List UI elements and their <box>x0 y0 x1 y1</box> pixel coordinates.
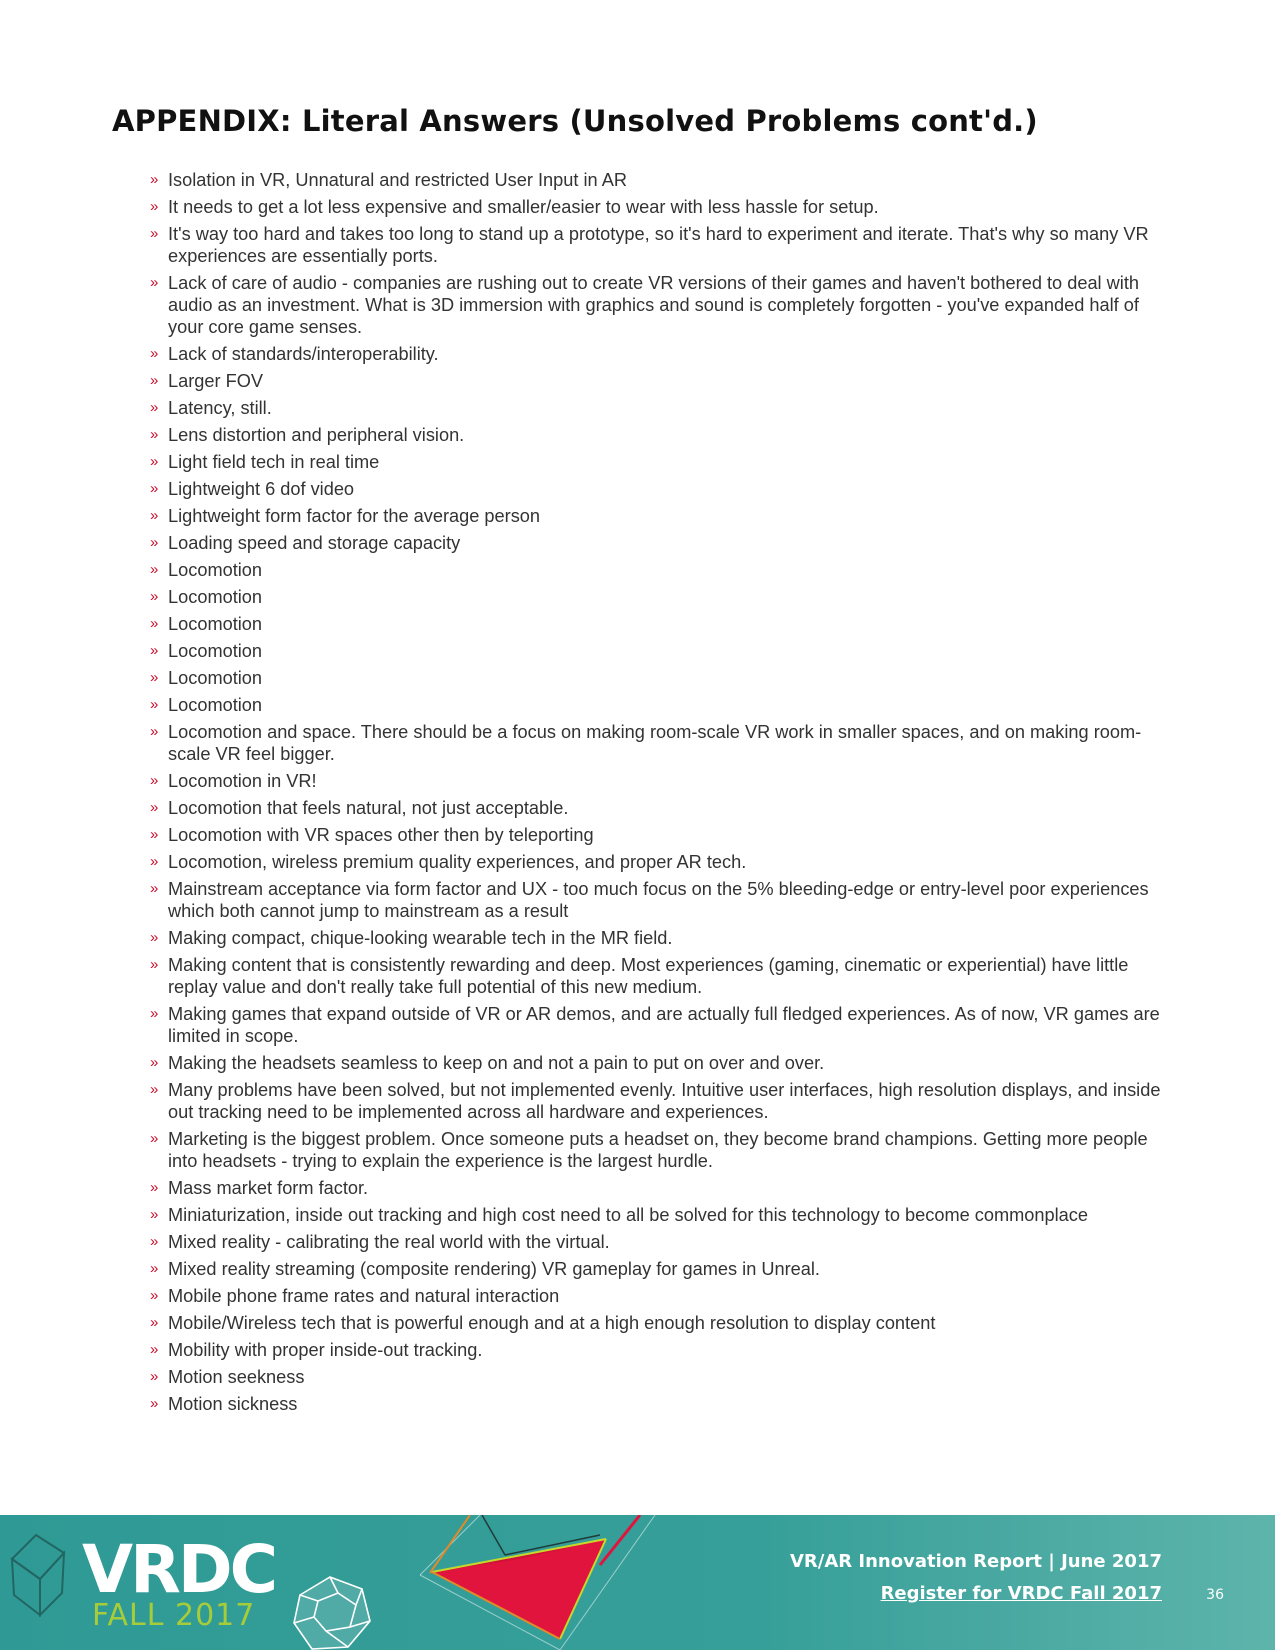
answer-item <box>150 1052 1170 1074</box>
answer-item <box>150 451 1170 473</box>
bullet-icon: » <box>150 274 159 291</box>
answer-item <box>150 721 1170 765</box>
answer-text: Light field tech in real time <box>168 452 380 472</box>
answer-text: Lightweight form factor for the average person <box>168 506 541 526</box>
answer-text: Locomotion <box>168 695 263 715</box>
answer-text: Making games that expand outside of VR or AR demos, and are actually full fledged experiences. As of now, VR games are limited in scope. <box>168 1004 1160 1046</box>
bullet-icon: » <box>150 561 159 578</box>
answer-item <box>150 1366 1170 1388</box>
answer-item <box>150 1204 1170 1226</box>
bullet-icon: » <box>150 1054 159 1071</box>
page-title: APPENDIX: Literal Answers (Unsolved Problems cont'd.) <box>112 104 1038 138</box>
bullet-icon: » <box>150 1395 159 1412</box>
bullet-icon: » <box>150 696 159 713</box>
answer-item <box>150 1339 1170 1361</box>
answer-text: Mobile/Wireless tech that is powerful enough and at a high enough resolution to display content <box>168 1313 936 1333</box>
answer-text: Lightweight 6 dof video <box>168 479 355 499</box>
answer-item <box>150 613 1170 635</box>
answer-item <box>150 397 1170 419</box>
answer-item <box>150 770 1170 792</box>
answer-text: Miniaturization, inside out tracking and high cost need to all be solved for this technology to become commonplace <box>168 1205 1089 1225</box>
answer-item <box>150 878 1170 922</box>
answer-item <box>150 667 1170 689</box>
bullet-icon: » <box>150 1081 159 1098</box>
answer-text: Locomotion <box>168 641 263 661</box>
answer-item <box>150 1285 1170 1307</box>
answer-item <box>150 559 1170 581</box>
bullet-icon: » <box>150 372 159 389</box>
answer-item <box>150 797 1170 819</box>
bullet-icon: » <box>150 669 159 686</box>
answer-item <box>150 586 1170 608</box>
bullet-icon: » <box>150 1206 159 1223</box>
answer-item <box>150 1312 1170 1334</box>
answer-item <box>150 1258 1170 1280</box>
answer-item <box>150 927 1170 949</box>
answer-item <box>150 824 1170 846</box>
answer-text: Locomotion that feels natural, not just acceptable. <box>168 798 569 818</box>
answer-text: Mixed reality streaming (composite rendering) VR gameplay for games in Unreal. <box>168 1259 820 1279</box>
answer-text: It needs to get a lot less expensive and smaller/easier to wear with less hassle for setup. <box>168 197 879 217</box>
answer-item <box>150 1231 1170 1253</box>
answer-item <box>150 1003 1170 1047</box>
answer-text: Lens distortion and peripheral vision. <box>168 425 465 445</box>
answer-item <box>150 1177 1170 1199</box>
answer-text: Locomotion <box>168 668 263 688</box>
answer-text: Locomotion, wireless premium quality experiences, and proper AR tech. <box>168 852 747 872</box>
answer-text: Latency, still. <box>168 398 272 418</box>
answer-text: Mixed reality - calibrating the real world with the virtual. <box>168 1232 610 1252</box>
answer-item <box>150 532 1170 554</box>
bullet-icon: » <box>150 723 159 740</box>
answer-item <box>150 505 1170 527</box>
answer-text: Mass market form factor. <box>168 1178 369 1198</box>
answer-item <box>150 640 1170 662</box>
answer-item <box>150 370 1170 392</box>
bullet-icon: » <box>150 853 159 870</box>
bullet-icon: » <box>150 426 159 443</box>
footer-banner <box>0 1515 1275 1650</box>
answer-text: Motion sickness <box>168 1394 298 1414</box>
bullet-icon: » <box>150 1179 159 1196</box>
bullet-icon: » <box>150 799 159 816</box>
bullet-icon: » <box>150 772 159 789</box>
bullet-icon: » <box>150 1287 159 1304</box>
bullet-icon: » <box>150 1130 159 1147</box>
answer-text: Many problems have been solved, but not implemented evenly. Intuitive user interfaces, high resolution displays, and inside out tracking need to be implemented across all hardware and experiences. <box>168 1080 1161 1122</box>
answer-item <box>150 169 1170 191</box>
bullet-icon: » <box>150 453 159 470</box>
answer-text: Mainstream acceptance via form factor and UX - too much focus on the 5% bleeding-edge or entry-level poor experiences which both cannot jump to mainstream as a result <box>168 879 1149 921</box>
bullet-icon: » <box>150 171 159 188</box>
bullet-icon: » <box>150 588 159 605</box>
answer-text: Locomotion <box>168 614 263 634</box>
bullet-icon: » <box>150 399 159 416</box>
bullet-icon: » <box>150 1260 159 1277</box>
answer-text: Mobile phone frame rates and natural interaction <box>168 1286 560 1306</box>
answer-text: Making the headsets seamless to keep on and not a pain to put on over and over. <box>168 1053 825 1073</box>
cube-icon <box>12 1535 64 1615</box>
bullet-icon: » <box>150 826 159 843</box>
answers-list <box>150 169 1170 1420</box>
dodecahedron-icon <box>294 1577 370 1649</box>
vrdc-logo: VRDC <box>82 1531 276 1608</box>
answer-text: Lack of care of audio - companies are rushing out to create VR versions of their games and haven't bothered to deal with audio as an investment. What is 3D immersion with graphics and sound is completely forgotten - you've expanded half of your core game senses. <box>168 273 1139 337</box>
bullet-icon: » <box>150 1005 159 1022</box>
answer-text: Locomotion and space. There should be a focus on making room-scale VR work in smaller spaces, and on making room-scale VR feel bigger. <box>168 722 1142 764</box>
bullet-icon: » <box>150 929 159 946</box>
bullet-icon: » <box>150 534 159 551</box>
bullet-icon: » <box>150 956 159 973</box>
answer-item <box>150 694 1170 716</box>
answer-text: Locomotion with VR spaces other then by teleporting <box>168 825 594 845</box>
bullet-icon: » <box>150 480 159 497</box>
report-title: VR/AR Innovation Report | June 2017 <box>789 1551 1162 1572</box>
answer-text: Lack of standards/interoperability. <box>168 344 439 364</box>
bullet-icon: » <box>150 345 159 362</box>
answer-item <box>150 1393 1170 1415</box>
page-number: 36 <box>1206 1587 1224 1603</box>
bullet-icon: » <box>150 615 159 632</box>
answer-text: Marketing is the biggest problem. Once someone puts a headset on, they become brand champions. Getting more people into headsets - trying to explain the experience is the largest hurdle. <box>168 1129 1148 1171</box>
answer-text: Motion seekness <box>168 1367 305 1387</box>
answer-item <box>150 1079 1170 1123</box>
answer-text: Locomotion <box>168 587 263 607</box>
register-link[interactable]: Register for VRDC Fall 2017 <box>880 1583 1162 1604</box>
answer-item <box>150 223 1170 267</box>
answer-item <box>150 1128 1170 1172</box>
bullet-icon: » <box>150 1233 159 1250</box>
answer-text: Making content that is consistently rewarding and deep. Most experiences (gaming, cinematic or experiential) have little replay value and don't really take full potential of this new medium. <box>168 955 1129 997</box>
bullet-icon: » <box>150 225 159 242</box>
bullet-icon: » <box>150 642 159 659</box>
answer-item <box>150 954 1170 998</box>
answer-item <box>150 478 1170 500</box>
bullet-icon: » <box>150 880 159 897</box>
bullet-icon: » <box>150 1341 159 1358</box>
bullet-icon: » <box>150 507 159 524</box>
fall-2017-label: FALL 2017 <box>92 1598 256 1633</box>
answer-text: Mobility with proper inside-out tracking. <box>168 1340 483 1360</box>
answer-text: It's way too hard and takes too long to stand up a prototype, so it's hard to experiment and iterate. That's why so many VR experiences are essentially ports. <box>168 224 1149 266</box>
answer-text: Isolation in VR, Unnatural and restricted User Input in AR <box>168 170 627 190</box>
answer-text: Larger FOV <box>168 371 264 391</box>
triangle-graphic <box>420 1515 655 1650</box>
answer-item <box>150 424 1170 446</box>
bullet-icon: » <box>150 1368 159 1385</box>
bullet-icon: » <box>150 1314 159 1331</box>
answer-text: Locomotion in VR! <box>168 771 317 791</box>
answer-item <box>150 343 1170 365</box>
answer-item <box>150 196 1170 218</box>
answer-text: Loading speed and storage capacity <box>168 533 461 553</box>
answer-item <box>150 851 1170 873</box>
answer-text: Making compact, chique-looking wearable tech in the MR field. <box>168 928 673 948</box>
answer-item <box>150 272 1170 338</box>
answer-text: Locomotion <box>168 560 263 580</box>
bullet-icon: » <box>150 198 159 215</box>
